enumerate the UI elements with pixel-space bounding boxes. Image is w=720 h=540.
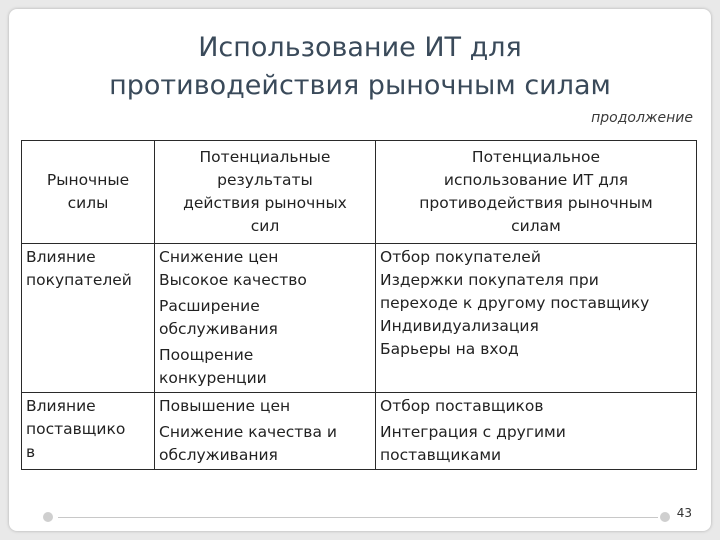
row-buyers-force: Влияние покупателей <box>22 244 155 393</box>
row-suppliers-results: Повышение цен Снижение качества и обслуживания <box>155 393 376 470</box>
footer-dot-left <box>43 512 53 522</box>
table-row <box>22 393 697 470</box>
page-number: 43 <box>676 506 692 520</box>
forces-table <box>21 140 697 470</box>
row-buyers-results: Снижение цен Высокое качество Расширение обслуживания Поощрение конкуренции <box>155 244 376 393</box>
header-potential-results: Потенциальные результаты действия рыночных сил <box>155 141 376 244</box>
subtitle: продолжение <box>591 110 693 126</box>
header-market-forces: Рыночные силы <box>22 141 155 244</box>
row-buyers-it-use: Отбор покупателей Издержки покупателя при переходе к другому поставщику Индивидуализация Барьеры на вход <box>376 244 697 393</box>
slide-title <box>9 29 711 105</box>
row-suppliers-force: Влияние поставщико в <box>22 393 155 470</box>
row-suppliers-it-use: Отбор поставщиков Интеграция с другими поставщиками <box>376 393 697 470</box>
table-header-row <box>22 141 697 244</box>
title-line-1: Использование ИТ для <box>198 32 522 63</box>
footer-divider <box>58 517 658 518</box>
title-line-2: противодействия рыночным силам <box>109 70 611 101</box>
footer-dot-right <box>660 512 670 522</box>
table-row <box>22 244 697 393</box>
header-it-use: Потенциальное использование ИТ для противодействия рыночным силам <box>376 141 697 244</box>
